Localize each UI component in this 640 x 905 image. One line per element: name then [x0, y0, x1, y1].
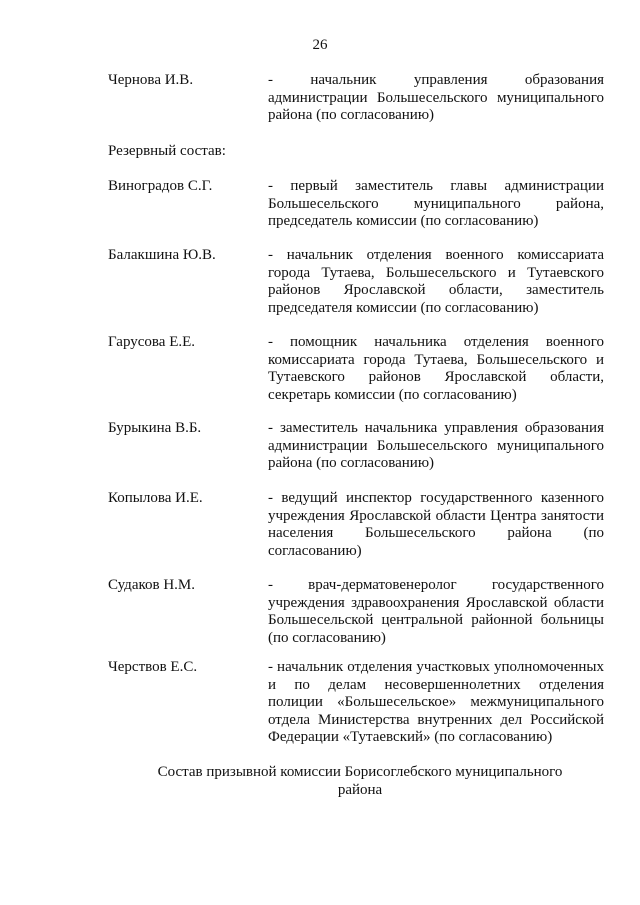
- member-role: - заместитель начальника управления образования администрации Большесельского муниципального района (по согласованию): [268, 420, 604, 471]
- member-name: Черствов Е.С.: [108, 659, 198, 675]
- member-role: - ведущий инспектор государственного казенного учреждения Ярославской области Центра занятости населения Большесельского района (по согласованию): [268, 490, 604, 559]
- member-name: Чернова И.В.: [108, 72, 194, 88]
- member-role: - начальник отделения военного комиссариата города Тутаева, Большесельского и Тутаевского районов Ярославской области, заместитель председателя комиссии (по согласованию): [268, 247, 604, 316]
- member-name: Виноградов С.Г.: [108, 178, 213, 194]
- member-name: Бурыкина В.Б.: [108, 420, 202, 436]
- member-name: Судаков Н.М.: [108, 577, 196, 593]
- member-role: - помощник начальника отделения военного комиссариата города Тутаева, Большесельского и Тутаевского районов Ярославской области, секретарь комиссии (по согласованию): [268, 334, 604, 403]
- member-name: Балакшина Ю.В.: [108, 247, 216, 263]
- member-role: - начальник управления образования администрации Большесельского муниципального района (по согласованию): [268, 72, 604, 123]
- member-role: - первый заместитель главы администрации Большесельского муниципального района, председатель комиссии (по согласованию): [268, 178, 604, 229]
- member-role: - врач-дерматовенеролог государственного учреждения здравоохранения Ярославской области Большесельской центральной районной больницы (по согласованию): [268, 577, 604, 646]
- member-role: - начальник отделения участковых уполномоченных и по делам несовершеннолетних отделения полиции «Большесельское» межмуниципального отдела Министерства внутренних дел Российской Федерации «Тутаевский» (по согласованию): [268, 659, 604, 745]
- reserve-section-label: Резервный состав:: [108, 143, 226, 159]
- commission-section-heading: Состав призывной комиссии Борисоглебского муниципального района: [157, 764, 563, 798]
- page-number: 26: [312, 37, 328, 53]
- member-name: Гарусова Е.Е.: [108, 334, 196, 350]
- member-name: Копылова И.Е.: [108, 490, 203, 506]
